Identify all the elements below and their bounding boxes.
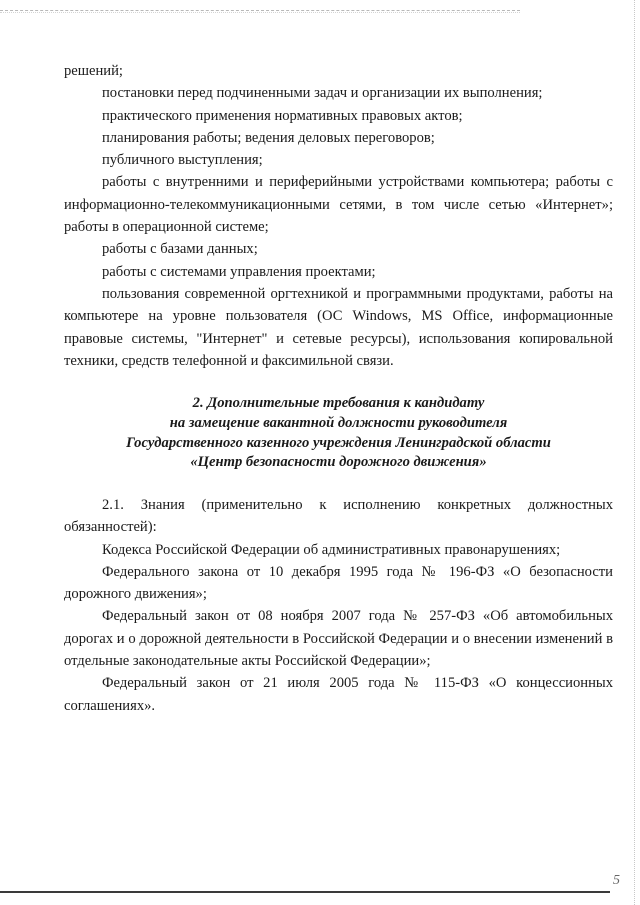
paragraph-knowledge: 2.1. Знания (применительно к исполнению конкретных должностных обязанностей): [64, 496, 613, 536]
scan-edge-bottom [0, 891, 610, 893]
paragraph-computer-devices: работы с внутренними и периферийными устройствами компьютера; работы с информационно-телекоммуникационными сетями, в том числе сетью «Интернет»; работы в операционной системе; [64, 174, 613, 236]
paragraph-legal-acts: практического применения нормативных правовых актов; [102, 107, 463, 124]
paragraph-databases: работы с базами данных; [102, 241, 258, 258]
paragraph-task-setting: постановки перед подчиненными задач и организации их выполнения; [102, 85, 543, 102]
section-heading-line-1: 2. Дополнительные требования к кандидату [192, 395, 485, 412]
section-heading-line-2: на замещение вакантной должности руководителя [169, 414, 508, 431]
scan-edge-right [634, 0, 636, 905]
paragraph-law-196: Федерального закона от 10 декабря 1995 года № 196-ФЗ «О безопасности дорожного движения»; [64, 563, 613, 603]
paragraph-law-257: Федеральный закон от 08 ноября 2007 года № 257-ФЗ «Об автомобильных дорогах и о дорожной деятельности в Российской Федерации и о внесении изменений в отдельные законодательные акты Российской Федерации»; [64, 608, 613, 670]
document-page [64, 60, 613, 717]
section-heading-line-3: Государственного казенного учреждения Ленинградской области [126, 434, 551, 451]
page-number: 5 [613, 873, 620, 888]
section-heading-line-4: «Центр безопасности дорожного движения» [190, 454, 487, 471]
paragraph-office-equipment: пользования современной оргтехникой и программными продуктами, работы на компьютере на уровне пользователя (ОС Windows, MS Office, информационные правовые системы, "Интернет" и сетевые ресурсы), использования копировальной техники, средств телефонной и факсимильной связи. [64, 285, 613, 369]
paragraph-admin-code: Кодекса Российской Федерации об административных правонарушениях; [102, 541, 561, 558]
scan-edge-top-secondary [0, 12, 520, 14]
paragraph-planning: планирования работы; ведения деловых переговоров; [102, 129, 435, 146]
paragraph-law-115: Федеральный закон от 21 июля 2005 года № 115-ФЗ «О концессионных соглашениях». [64, 675, 613, 714]
section-heading [64, 394, 613, 473]
paragraph-public-speaking: публичного выступления; [102, 152, 263, 169]
paragraph-decisions: решений; [64, 63, 123, 79]
paragraph-project-management: работы с системами управления проектами; [102, 263, 376, 280]
